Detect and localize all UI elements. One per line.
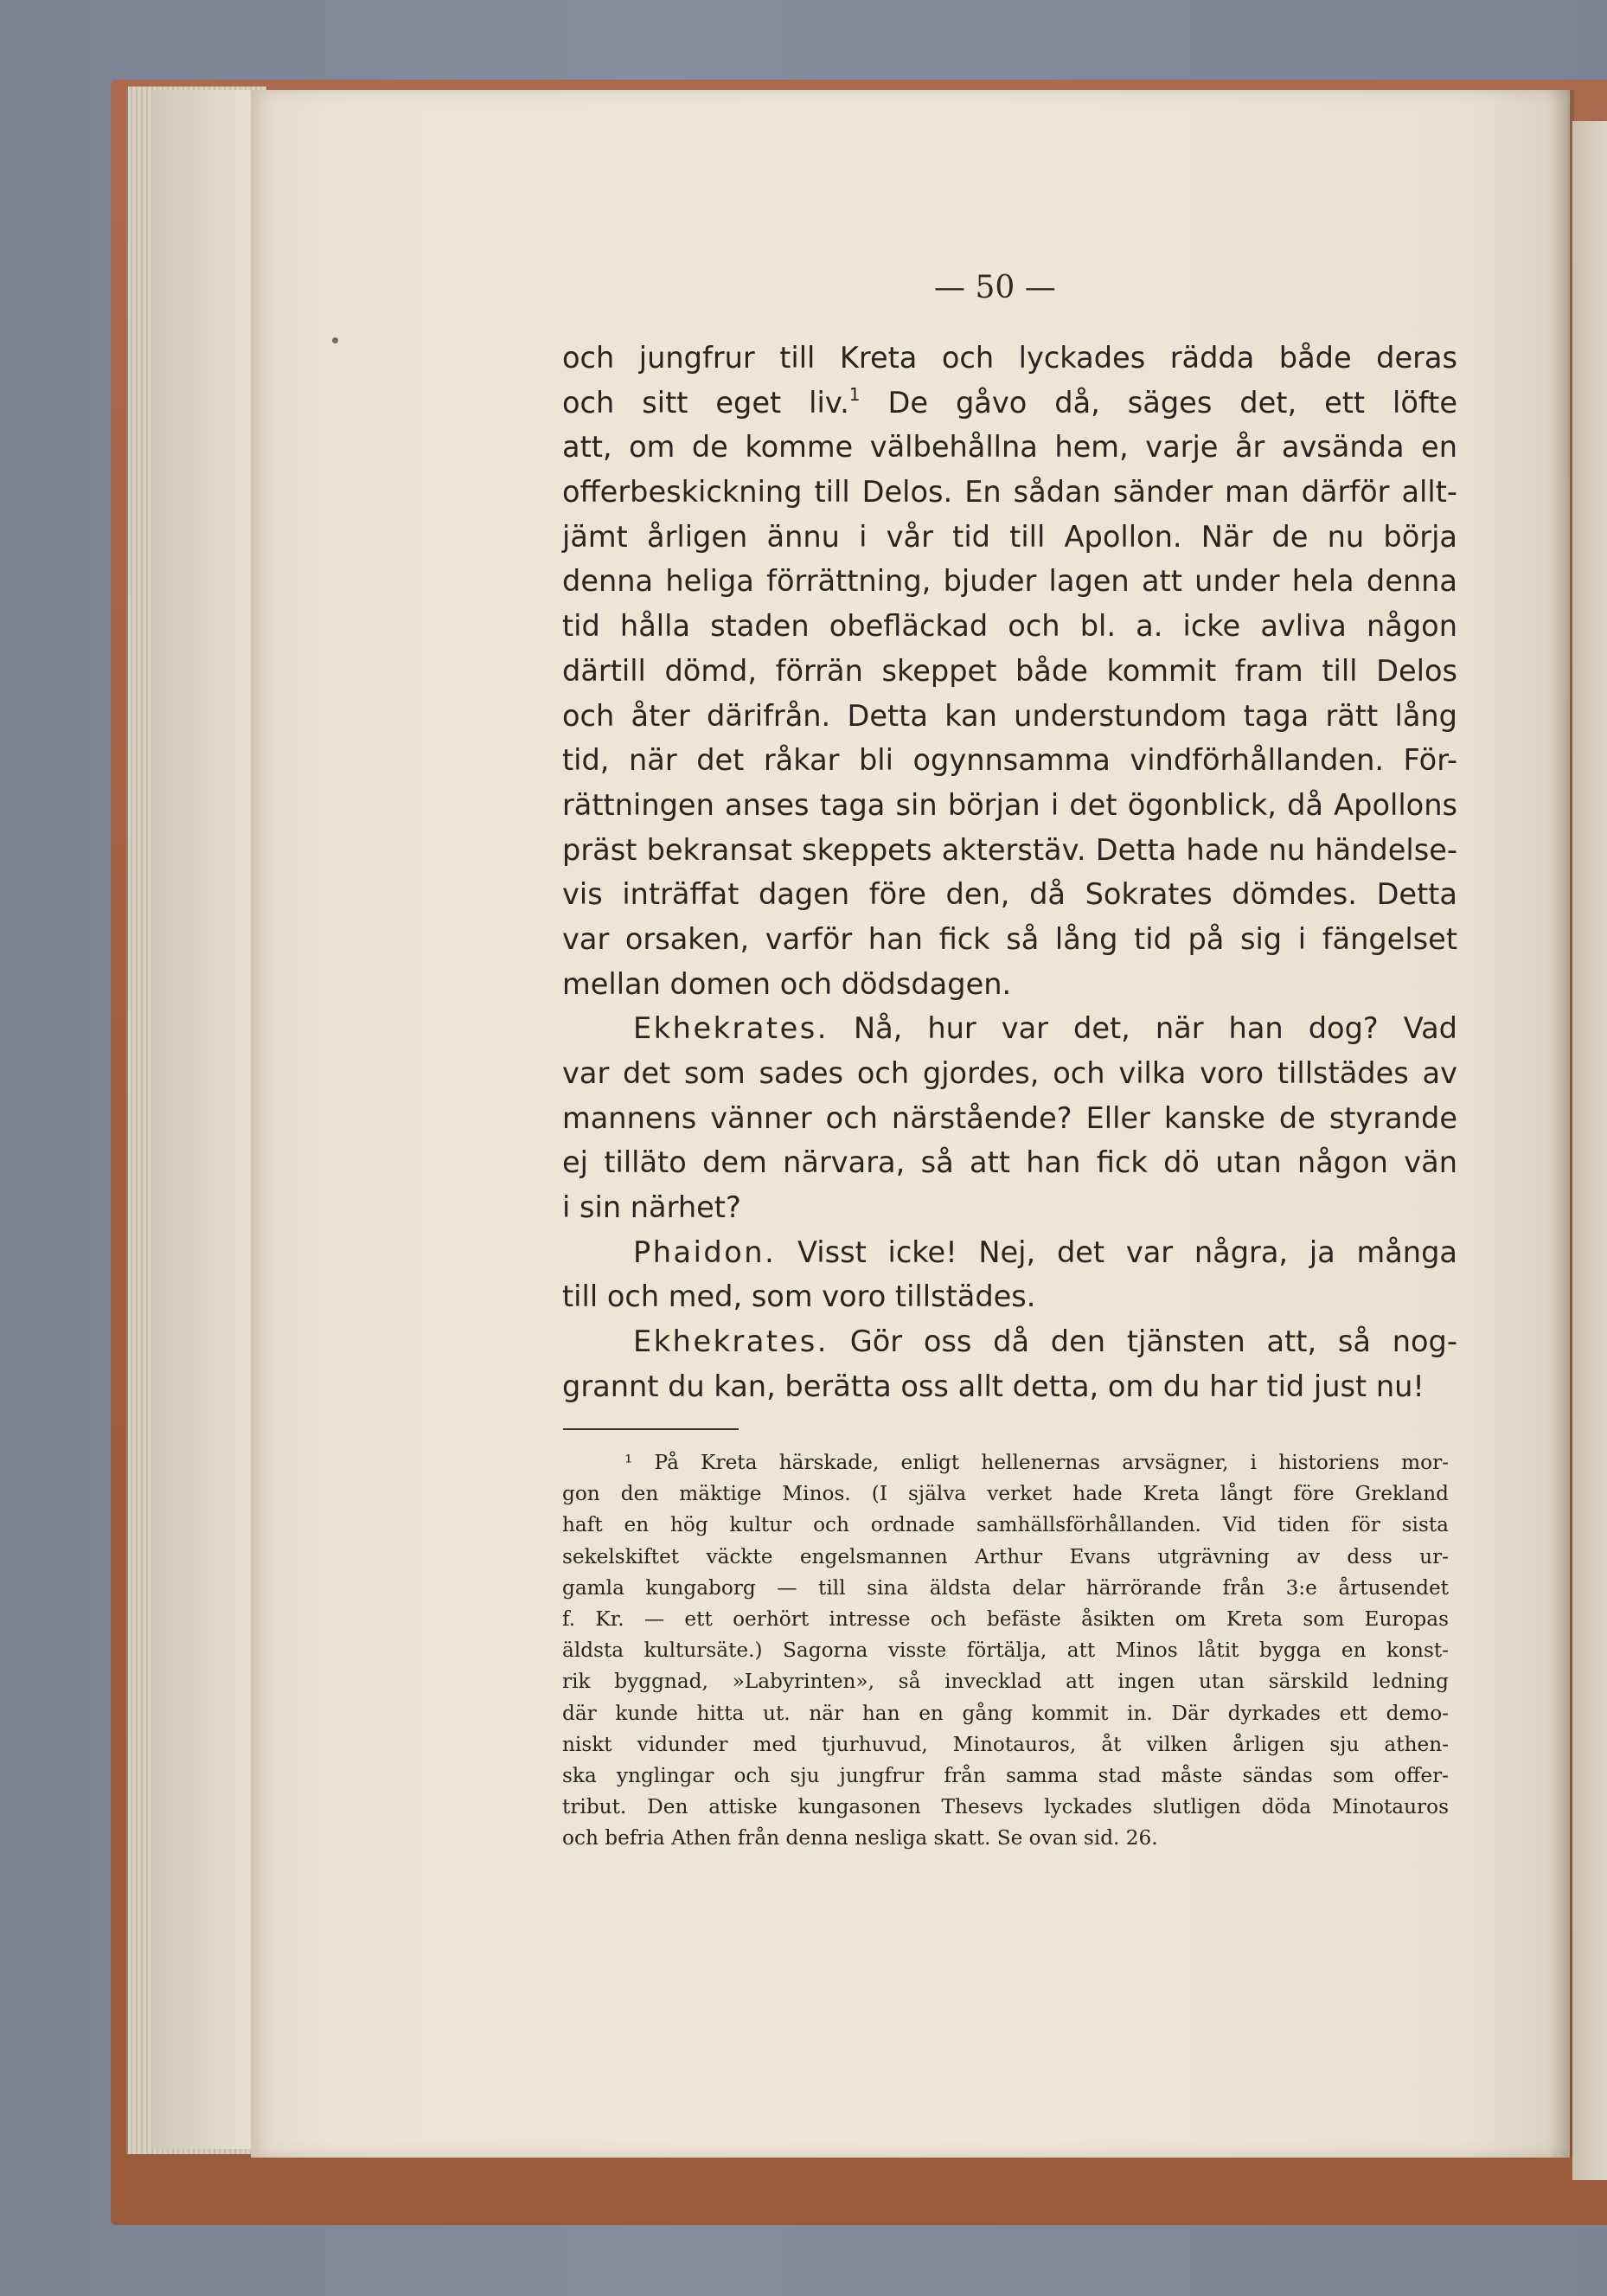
body-line (562, 425, 1457, 470)
binding-mark (332, 337, 338, 343)
body-line (562, 470, 1457, 515)
body-line-text: Visst icke! Nej, det var några, ja många (797, 1235, 1457, 1269)
body-line (562, 783, 1457, 828)
footnote-line: sekelskiftet väckte engelsmannen Arthur Evans utgrävning av dess ur- (562, 1544, 1449, 1568)
body-line-text: ej tilläto dem närvara, så att han fick dö utan någon vän (562, 1145, 1457, 1180)
footnote-marker: 1 (848, 383, 861, 405)
body-line (562, 962, 1457, 1007)
body-line-text: att, om de komme välbehållna hem, varje år avsända en (562, 430, 1457, 465)
body-line-text: offerbeskickning till Delos. En sådan sänder man därför allt- (562, 475, 1457, 510)
footnote-line: där kunde hitta ut. när han en gång kommit in. Där dyrkades ett demo- (562, 1701, 1449, 1725)
body-line (562, 1096, 1457, 1141)
footnote-line: tribut. Den attiske kungasonen Thesevs lyckades slutligen döda Minotauros (562, 1795, 1449, 1819)
body-text (562, 336, 1457, 1409)
speaker-name: Ekhekrates. (633, 1011, 829, 1046)
body-line-text: vis inträffat dagen före den, då Sokrates dömdes. Detta (562, 877, 1457, 912)
footnote-line: och befria Athen från denna nesliga skatt. Se ovan sid. 26. (562, 1826, 1158, 1850)
footnote-line: rik byggnad, »Labyrinten», så invecklad att ingen utan särskild ledning (562, 1670, 1449, 1694)
gutter-shadow (1548, 90, 1574, 2158)
body-line (562, 1274, 1457, 1319)
footnote-line: haft en hög kultur och ordnade samhällsförhållanden. Vid tiden för sista (562, 1513, 1449, 1537)
body-line-text: och jungfrur till Kreta och lyckades rädda både deras (562, 341, 1457, 375)
body-line-text: därtill dömd, förrän skeppet både kommit fram till Delos (562, 653, 1457, 688)
body-line (562, 694, 1457, 739)
speaker-name: Ekhekrates. (633, 1324, 829, 1359)
body-line-text: präst bekransat skeppets akterstäv. Detta hade nu händelse- (562, 832, 1457, 867)
footnote-rule (563, 1428, 739, 1430)
body-line (562, 872, 1457, 917)
footnote (562, 1447, 1449, 1854)
body-line-text: var orsaken, varför han fick så lång tid på sig i fängelset (562, 921, 1457, 956)
body-line (562, 1185, 1457, 1230)
body-line-text: tid hålla staden obefläckad och bl. a. icke avliva någon (562, 609, 1457, 644)
body-line (562, 604, 1457, 649)
body-line (562, 1051, 1457, 1096)
footnote-line: äldsta kultursäte.) Sagorna visste förtälja, att Minos låtit bygga en konst- (562, 1639, 1449, 1663)
left-page-strip (152, 90, 265, 2149)
body-line (562, 917, 1457, 962)
body-line (562, 649, 1457, 694)
body-line (562, 515, 1457, 560)
footnote-line: ska ynglingar och sju jungfrur från samma stad måste sändas som offer- (562, 1763, 1449, 1787)
speaker-name: Phaidon. (633, 1235, 777, 1269)
body-line-text: och sitt eget liv. (562, 385, 849, 420)
footnote-line: niskt vidunder med tjurhuvud, Minotauros, åt vilken årligen sju athen- (562, 1732, 1449, 1756)
body-line-text: rättningen anses taga sin början i det ögonblick, då Apollons (562, 787, 1457, 822)
footnote-line: gon den mäktige Minos. (I själva verket hade Kreta långt före Grekland (562, 1482, 1449, 1506)
body-line-text: denna heliga förrättning, bjuder lagen att under hela denna (562, 564, 1457, 599)
body-line-text: i sin närhet? (562, 1190, 741, 1225)
footnote-line: gamla kungaborg — till sina äldsta delar härrörande från 3:e årtusendet (562, 1575, 1449, 1600)
footnote-line: f. Kr. — ett oerhört intresse och befäste åsikten om Kreta som Europas (562, 1607, 1449, 1631)
body-line-text: och åter därifrån. Detta kan understundom taga rätt lång (562, 698, 1457, 733)
body-line (562, 336, 1457, 381)
footnote-line: ¹ På Kreta härskade, enligt hellenernas arvsägner, i historiens mor- (624, 1451, 1449, 1474)
body-line-text: mellan domen och dödsdagen. (562, 966, 1012, 1001)
body-line (562, 1140, 1457, 1185)
body-line-text: grannt du kan, berätta oss allt detta, om du har tid just nu! (562, 1369, 1425, 1403)
body-line-text: till och med, som voro tillstädes. (562, 1279, 1036, 1314)
body-line (562, 381, 1457, 426)
body-line-text: mannens vänner och närstående? Eller kanske de styrande (562, 1100, 1457, 1135)
body-line (562, 1364, 1457, 1409)
body-line-text: var det som sades och gjordes, och vilka voro tillstädes av (562, 1056, 1457, 1090)
body-line-text: Nå, hur var det, när han dog? Vad (853, 1011, 1457, 1046)
body-line-text: Gör oss då den tjänsten att, så nog- (849, 1324, 1457, 1359)
body-line-text: De gåvo då, säges det, ett löfte (860, 385, 1457, 420)
body-line (562, 559, 1457, 604)
body-line (562, 738, 1457, 783)
body-line (562, 1319, 1457, 1364)
body-line-text: jämt årligen ännu i vår tid till Apollon. När de nu börja (562, 519, 1457, 554)
body-line (562, 1006, 1457, 1051)
body-line-text: tid, när det råkar bli ogynnsamma vindförhållanden. För- (562, 743, 1457, 778)
right-page-edge (1572, 121, 1607, 2180)
page-number: — 50 — (934, 270, 1056, 305)
body-line (562, 1230, 1457, 1275)
body-line (562, 828, 1457, 873)
